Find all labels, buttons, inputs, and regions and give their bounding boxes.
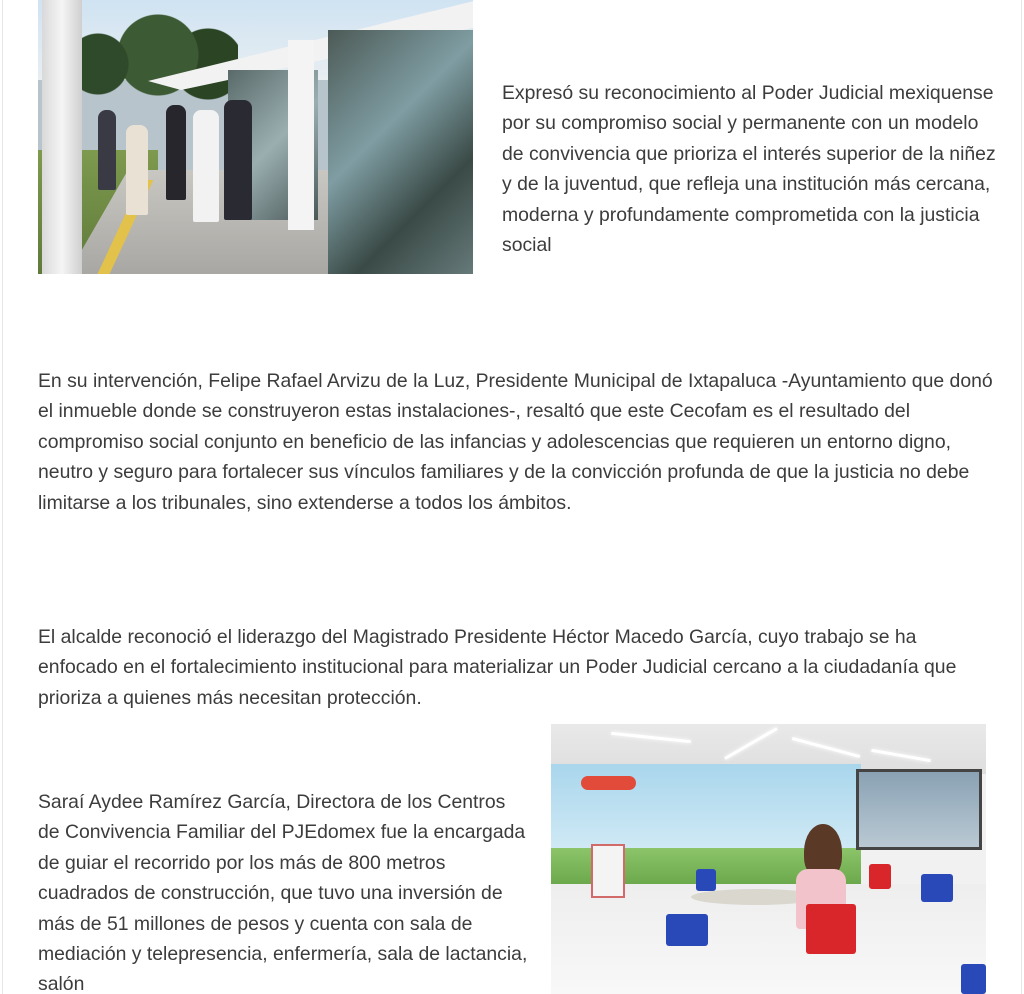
- photo-exterior-walkway: [38, 0, 473, 274]
- photo-person: [98, 110, 116, 190]
- photo-interior-playroom: [551, 724, 986, 994]
- photo-chair: [666, 914, 708, 946]
- paragraph-leadership: [38, 622, 998, 713]
- paragraph-text: Saraí Aydee Ramírez García, Directora de los Centros de Convivencia Familiar del PJEdomex fue la encargada de guiar el recorrido por los más de 800 metros cuadrados de construcción, que tuvo una inversión de más de 51 millones de pesos y cuenta con sala de mediación y telepresencia, enfermería, sala de lactancia, salón: [38, 791, 528, 994]
- photo-chair: [961, 964, 986, 994]
- paragraph-director-tour: [38, 787, 528, 994]
- photo-mural-plane: [581, 776, 636, 790]
- paragraph-text: El alcalde reconoció el liderazgo del Magistrado Presidente Héctor Macedo García, cuyo trabajo se ha enfocado en el fortalecimiento institucional para materializar un Poder Judicial cercano a la ciudadanía que prioriza a quienes más necesitan protección.: [38, 626, 957, 709]
- photo-person: [193, 110, 219, 222]
- photo-glass-wall: [328, 30, 473, 274]
- photo-person: [126, 125, 148, 215]
- page-border-left: [2, 0, 3, 994]
- paragraph-mayor-intervention: [38, 366, 998, 518]
- page-border-right: [1021, 0, 1022, 994]
- photo-person: [224, 100, 252, 220]
- photo-chair: [921, 874, 953, 902]
- paragraph-text: Expresó su reconocimiento al Poder Judicial mexiquense por su compromiso social y permanente con un modelo de convivencia que prioriza el interés superior de la niñez y de la juventud, que refleja una institución más cercana, moderna y profundamente comprometida con la justicia social: [502, 82, 996, 257]
- photo-chair: [869, 864, 891, 889]
- paragraph-recognition: [502, 78, 1002, 260]
- photo-chair: [696, 869, 716, 891]
- photo-pillar: [42, 0, 82, 274]
- photo-person: [166, 105, 186, 200]
- photo-chair: [806, 904, 856, 954]
- photo-column: [288, 40, 314, 230]
- photo-window: [856, 769, 982, 850]
- photo-kiosk: [591, 844, 625, 898]
- paragraph-text: En su intervención, Felipe Rafael Arvizu de la Luz, Presidente Municipal de Ixtapaluca -Ayuntamiento que donó el inmueble donde se construyeron estas instalaciones-, resaltó que este Cecofam es el resultado del compromiso social conjunto en beneficio de las infancias y adolescencias que requieren un entorno digno, neutro y seguro para fortalecer sus vínculos familiares y de la convicción profunda de que la justicia no debe limitarse a los tribunales, sino extenderse a todos los ámbitos.: [38, 370, 993, 514]
